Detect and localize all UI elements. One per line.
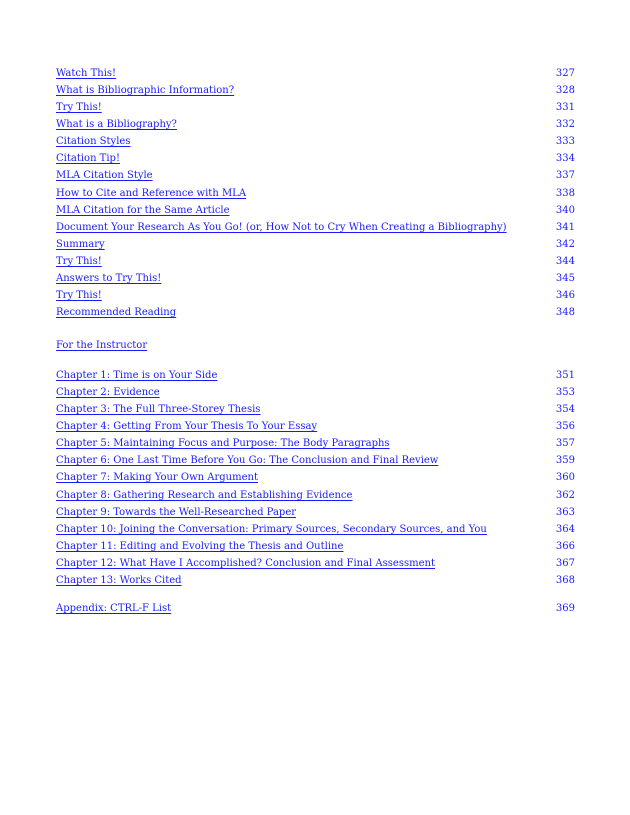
toc-entry-link[interactable]: Chapter 6: One Last Time Before You Go: The Conclusion and Final Review — [56, 455, 439, 466]
toc-page-number: 338 — [555, 188, 575, 199]
toc-entry[interactable] — [56, 118, 575, 132]
toc-entry-link[interactable]: Summary — [56, 239, 105, 250]
toc-entry-link[interactable]: MLA Citation Style — [56, 170, 153, 181]
toc-entry[interactable] — [56, 557, 575, 571]
toc-entry-link[interactable]: Citation Styles — [56, 136, 131, 147]
toc-entry[interactable] — [56, 238, 575, 252]
toc-entry-link[interactable]: Chapter 4: Getting From Your Thesis To Your Essay — [56, 421, 318, 432]
toc-entry-link[interactable]: Recommended Reading — [56, 307, 177, 318]
toc-entry[interactable] — [56, 306, 575, 320]
toc-page-number: 357 — [555, 438, 575, 449]
toc-entry-link[interactable]: Chapter 1: Time is on Your Side — [56, 370, 218, 381]
toc-page-number: 362 — [555, 490, 575, 501]
toc-page-number: 345 — [555, 273, 575, 284]
toc-entry-link[interactable]: Citation Tip! — [56, 153, 120, 164]
toc-entry-link[interactable]: Answers to Try This! — [56, 273, 162, 284]
toc-entry[interactable] — [56, 101, 575, 115]
toc-entry[interactable] — [56, 169, 575, 183]
toc-entry[interactable] — [56, 454, 575, 468]
toc-entry[interactable] — [56, 204, 575, 218]
toc-entry-link[interactable]: Document Your Research As You Go! (or, How Not to Cry When Creating a Bibliography) — [56, 222, 507, 233]
toc-entry[interactable] — [56, 471, 575, 485]
toc-entry[interactable] — [56, 255, 575, 269]
toc-page-number: 363 — [555, 507, 575, 518]
toc-entry[interactable] — [56, 506, 575, 520]
toc-entry-appendix[interactable] — [56, 602, 575, 616]
toc-entry-link[interactable]: What is a Bibliography? — [56, 119, 177, 130]
toc-page-number: 334 — [555, 153, 575, 164]
toc-page-number: 341 — [555, 222, 575, 233]
toc-page-number: 342 — [555, 239, 575, 250]
toc-entry[interactable] — [56, 221, 575, 235]
toc-page-number: 364 — [555, 524, 575, 535]
toc-entry[interactable] — [56, 489, 575, 503]
toc-page-number: 351 — [555, 370, 575, 381]
toc-entry[interactable] — [56, 540, 575, 554]
toc-page-number: 344 — [555, 256, 575, 267]
toc-entry-link[interactable]: Chapter 2: Evidence — [56, 387, 160, 398]
toc-entry-link[interactable]: Chapter 5: Maintaining Focus and Purpose: The Body Paragraphs — [56, 438, 390, 449]
toc-entry-link[interactable]: How to Cite and Reference with MLA — [56, 188, 247, 199]
toc-page-number: 337 — [555, 170, 575, 181]
toc-entry[interactable] — [56, 369, 575, 383]
toc-entry-link[interactable]: Chapter 10: Joining the Conversation: Primary Sources, Secondary Sources, and You — [56, 524, 487, 535]
toc-page-number: 359 — [555, 455, 575, 466]
toc-page-number: 332 — [555, 119, 575, 130]
toc-entry[interactable] — [56, 135, 575, 149]
toc-entry[interactable] — [56, 272, 575, 286]
toc-entry[interactable] — [56, 289, 575, 303]
toc-page-number: 356 — [555, 421, 575, 432]
toc-page-number: 331 — [555, 102, 575, 113]
toc-entry-link[interactable]: Chapter 7: Making Your Own Argument — [56, 472, 258, 483]
toc-entry[interactable] — [56, 574, 575, 588]
toc-entry[interactable] — [56, 67, 575, 81]
toc-entry-link[interactable]: Try This! — [56, 102, 102, 113]
toc-entry[interactable] — [56, 386, 575, 400]
toc-entry-link[interactable]: Appendix: CTRL-F List — [56, 603, 172, 614]
toc-entry[interactable] — [56, 84, 575, 98]
toc-page-number: 366 — [555, 541, 575, 552]
toc-entry-link[interactable]: Chapter 12: What Have I Accomplished? Conclusion and Final Assessment — [56, 558, 435, 569]
toc-page-number: 368 — [555, 575, 575, 586]
toc-page-number: 354 — [555, 404, 575, 415]
toc-page-number: 369 — [555, 603, 575, 614]
toc-page-number: 328 — [555, 85, 575, 96]
toc-page-number: 360 — [555, 472, 575, 483]
toc-entry[interactable] — [56, 187, 575, 201]
toc-page-number: 327 — [555, 68, 575, 79]
toc-entry-link[interactable]: Try This! — [56, 290, 102, 301]
toc-entry-link[interactable]: Chapter 11: Editing and Evolving the Thesis and Outline — [56, 541, 344, 552]
toc-entry[interactable] — [56, 420, 575, 434]
toc-page-number: 348 — [555, 307, 575, 318]
toc-entry-link[interactable]: Chapter 8: Gathering Research and Establishing Evidence — [56, 490, 353, 501]
toc-entry-link[interactable]: Chapter 3: The Full Three-Storey Thesis — [56, 404, 261, 415]
toc-entry[interactable] — [56, 152, 575, 166]
toc-entry-link[interactable]: Chapter 9: Towards the Well-Researched Paper — [56, 507, 297, 518]
toc-entry-link[interactable]: Try This! — [56, 256, 102, 267]
toc-page-number: 340 — [555, 205, 575, 216]
toc-page-number: 367 — [555, 558, 575, 569]
toc-entry-link[interactable]: Watch This! — [56, 68, 117, 79]
toc-page-number: 346 — [555, 290, 575, 301]
toc-entry-link[interactable]: MLA Citation for the Same Article — [56, 205, 230, 216]
toc-entry[interactable] — [56, 403, 575, 417]
toc-entry[interactable] — [56, 523, 575, 537]
section-heading-instructor[interactable]: For the Instructor — [56, 340, 148, 351]
toc-page-number: 353 — [555, 387, 575, 398]
toc-page-number: 333 — [555, 136, 575, 147]
toc-entry-link[interactable]: What is Bibliographic Information? — [56, 85, 235, 96]
toc-entry-link[interactable]: Chapter 13: Works Cited — [56, 575, 182, 586]
toc-entry[interactable] — [56, 437, 575, 451]
